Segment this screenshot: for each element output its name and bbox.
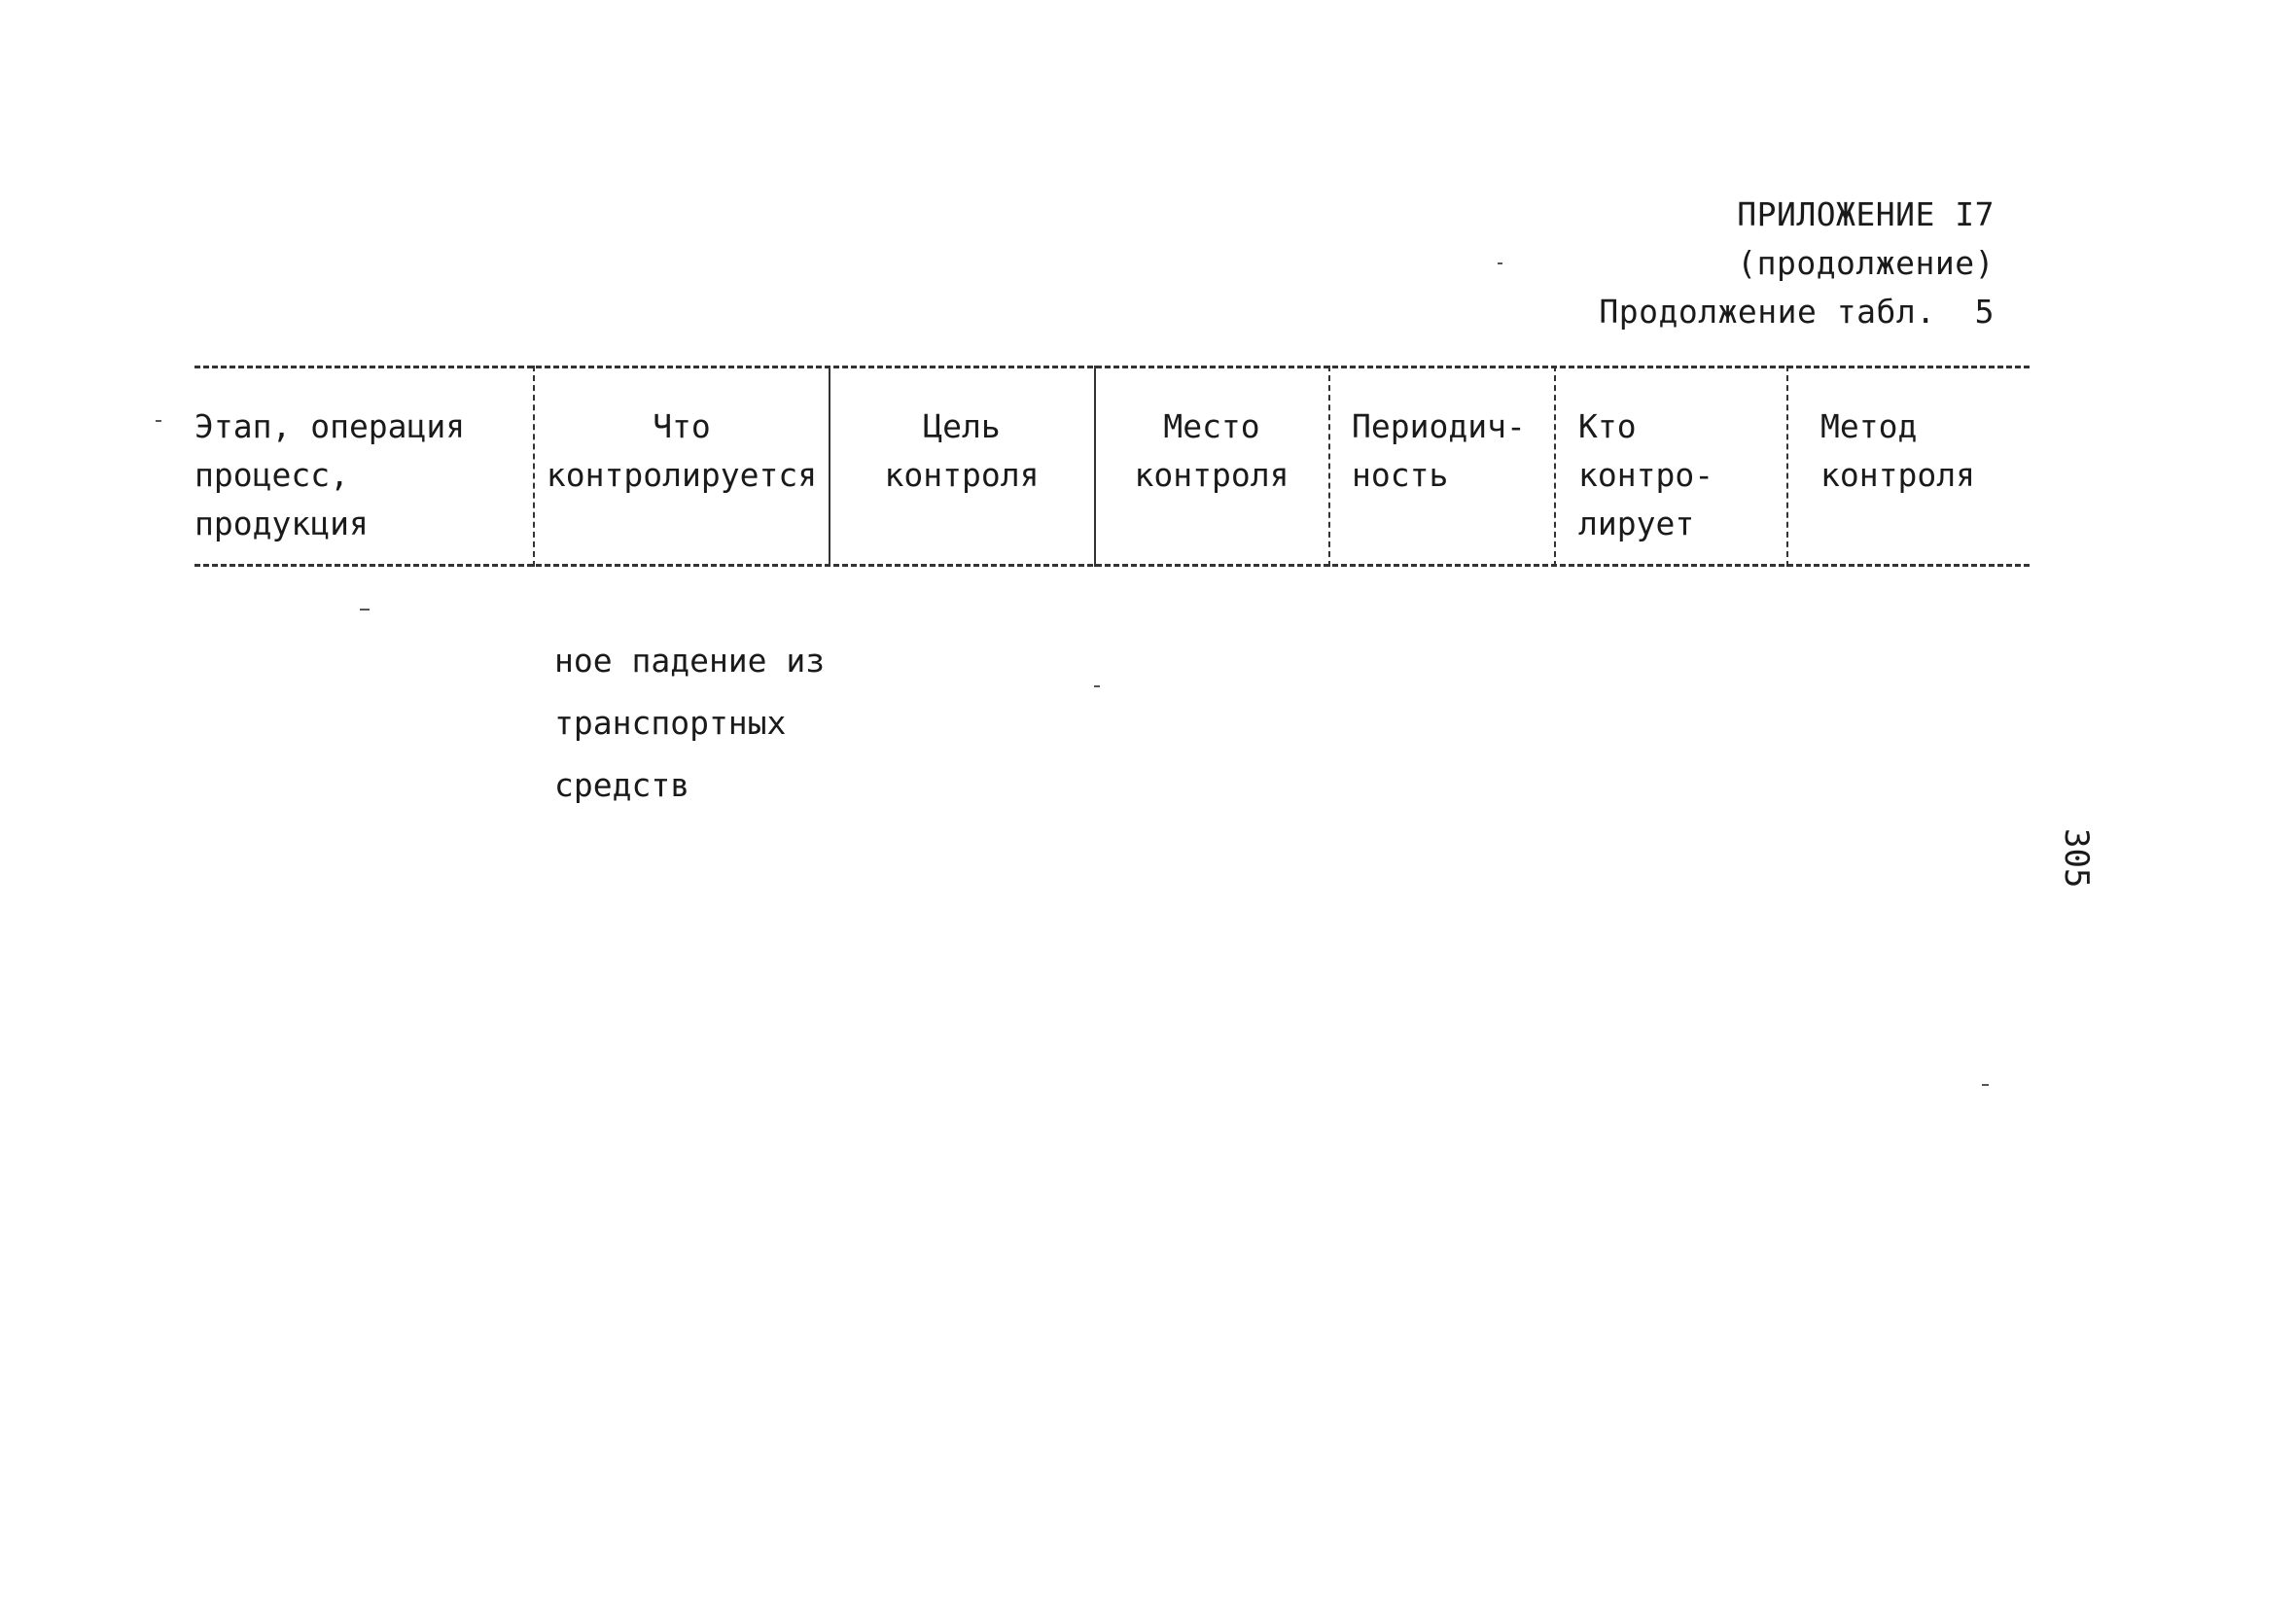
column-divider (1094, 366, 1096, 567)
body-line: средств (554, 766, 690, 804)
scan-speck (1094, 685, 1100, 687)
scan-speck (1982, 1084, 1989, 1086)
column-header-who: Кто контро- лирует (1578, 407, 1714, 542)
column-divider (829, 366, 830, 567)
column-header-what: Что контролируется (546, 407, 818, 494)
scan-speck (156, 420, 161, 422)
continuation-note: (продолжение) (1737, 244, 1995, 282)
table-bottom-rule (194, 564, 2030, 567)
body-line: ное падение из (554, 642, 826, 680)
page-number: 305 (2057, 828, 2096, 889)
table-continuation-line (1599, 288, 1995, 336)
column-header-stage: Этап, операция процесс, продукция (194, 407, 466, 542)
column-header-purpose: Цель контроля (884, 407, 1040, 494)
column-divider (1786, 366, 1788, 567)
table-continuation-label: Продолжение табл. (1599, 293, 1936, 331)
column-divider (1554, 366, 1556, 567)
scan-speck (1498, 262, 1502, 264)
table-body-text (554, 630, 825, 817)
page-header (1599, 191, 1995, 336)
body-line: транспортных (554, 704, 787, 742)
table-header (194, 366, 2030, 567)
table-number: 5 (1974, 293, 1995, 331)
appendix-title: ПРИЛОЖЕНИЕ I7 (1737, 195, 1995, 233)
column-divider (1328, 366, 1330, 567)
column-header-frequency: Периодич- ность (1352, 407, 1526, 494)
table-top-rule (194, 366, 2030, 368)
scan-speck (360, 609, 370, 611)
column-divider (533, 366, 535, 567)
column-header-place: Место контроля (1134, 407, 1289, 494)
column-header-method: Метод контроля (1820, 407, 1975, 494)
